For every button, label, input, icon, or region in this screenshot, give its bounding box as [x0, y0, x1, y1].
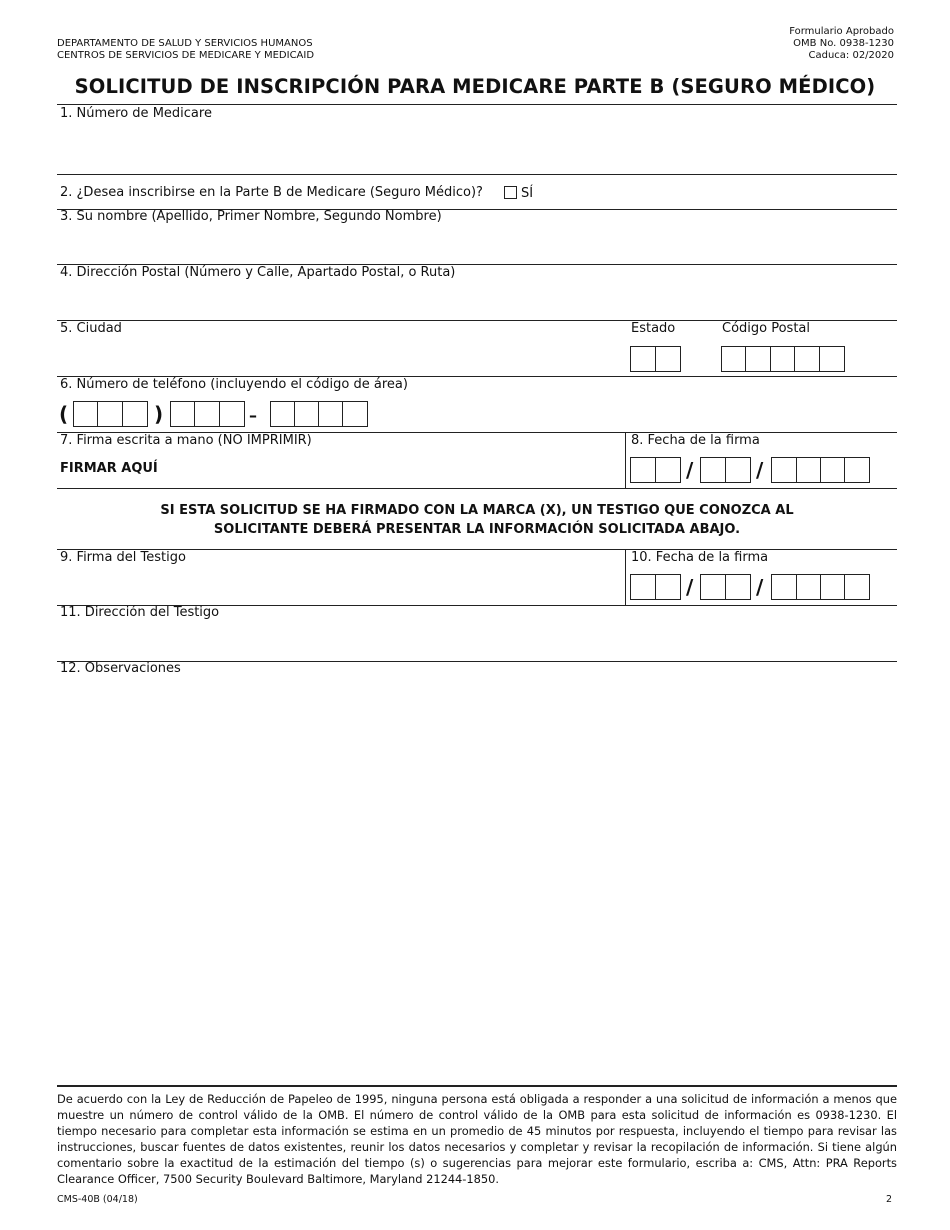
enroll-question-label: 2. ¿Desea inscribirse en la Parte B de Medicare (Seguro Médico)?	[60, 185, 483, 200]
witness-date-slash-1: /	[686, 575, 694, 599]
city-input[interactable]	[57, 338, 617, 376]
witness-address-input[interactable]	[57, 622, 897, 660]
zip-input[interactable]	[721, 346, 845, 372]
sign-date-month-input[interactable]	[630, 457, 681, 483]
medicare-number-label: 1. Número de Medicare	[60, 106, 212, 121]
signature-input[interactable]	[150, 450, 615, 487]
form-title: SOLICITUD DE INSCRIPCIÓN PARA MEDICARE PARTE B (SEGURO MÉDICO)	[74, 75, 876, 98]
sign-date-slash-1: /	[686, 458, 694, 482]
sign-date-year-input[interactable]	[771, 457, 870, 483]
witness-date-month-input[interactable]	[630, 574, 681, 600]
department-line-1: DEPARTAMENTO DE SALUD Y SERVICIOS HUMANOS	[57, 38, 313, 49]
signature-label: 7. Firma escrita a mano (NO IMPRIMIR)	[60, 433, 312, 448]
enroll-yes-label: SÍ	[521, 186, 534, 201]
address-input[interactable]	[57, 282, 897, 320]
address-label: 4. Dirección Postal (Número y Calle, Apartado Postal, o Ruta)	[60, 265, 456, 280]
name-input[interactable]	[57, 226, 897, 264]
phone-paren-close: )	[154, 402, 164, 426]
phone-line-input[interactable]	[270, 401, 368, 427]
state-input[interactable]	[630, 346, 681, 372]
phone-label: 6. Número de teléfono (incluyendo el código de área)	[60, 377, 408, 392]
name-label: 3. Su nombre (Apellido, Primer Nombre, Segundo Nombre)	[60, 209, 442, 224]
omb-number: OMB No. 0938-1230	[793, 38, 894, 49]
zip-label: Código Postal	[722, 321, 811, 336]
sign-date-label: 8. Fecha de la firma	[631, 433, 760, 448]
department-line-2: CENTROS DE SERVICIOS DE MEDICARE Y MEDICAID	[57, 50, 315, 61]
sign-date-day-input[interactable]	[700, 457, 751, 483]
enroll-yes-checkbox[interactable]	[504, 186, 517, 199]
phone-area-code-input[interactable]	[73, 401, 148, 427]
title-rule	[57, 104, 897, 105]
phone-paren-open: (	[59, 402, 69, 426]
expiration-date: Caduca: 02/2020	[808, 50, 894, 61]
witness-date-label: 10. Fecha de la firma	[631, 550, 769, 565]
witness-date-year-input[interactable]	[771, 574, 870, 600]
city-label: 5. Ciudad	[60, 321, 122, 336]
witness-notice-line-2: SOLICITANTE DEBERÁ PRESENTAR LA INFORMACIÓN SOLICITADA ABAJO.	[213, 522, 741, 537]
witness-notice	[57, 501, 897, 539]
remarks-input[interactable]	[57, 680, 897, 1075]
phone-prefix-input[interactable]	[170, 401, 245, 427]
sign-date-slash-2: /	[756, 458, 764, 482]
footer-rule	[57, 1085, 897, 1087]
sign-here-label: FIRMAR AQUÍ	[60, 461, 158, 476]
form-code: CMS-40B (04/18)	[57, 1194, 138, 1205]
witness-notice-line-1: SI ESTA SOLICITUD SE HA FIRMADO CON LA MARCA (X), UN TESTIGO QUE CONOZCA AL	[160, 503, 794, 518]
witness-signature-label: 9. Firma del Testigo	[60, 550, 186, 565]
approval-label: Formulario Aprobado	[789, 26, 894, 37]
witness-date-slash-2: /	[756, 575, 764, 599]
phone-dash: –	[249, 406, 257, 425]
witness-signature-input[interactable]	[57, 567, 623, 605]
paperwork-reduction-statement: De acuerdo con la Ley de Reducción de Papeleo de 1995, ninguna persona está obligada a responder a una solicitud de información a menos que muestre un número de control válido de la OMB. El número de control válido de la OMB para esta solicitud de información es 0938-1230. El tiempo necesario para completar esta información se estima en un promedio de 45 minutos por respuesta, incluyendo el tiempo para revisar las instrucciones, buscar fuentes de datos existentes, reunir los datos necesarios y completar y revisar la recopilación de información. Si tiene algún comentario sobre la exactitud de la estimación del tiempo (s) o sugerencias para mejorar este formulario, escriba a: CMS, Attn: PRA Reports Clearance Officer, 7500 Security Boulevard Baltimore, Maryland 21244-1850.	[57, 1092, 897, 1186]
state-label: Estado	[631, 321, 676, 336]
witness-date-day-input[interactable]	[700, 574, 751, 600]
page-number: 2	[885, 1194, 892, 1205]
remarks-label: 12. Observaciones	[60, 661, 181, 676]
medicare-number-input[interactable]	[57, 122, 897, 174]
witness-address-label: 11. Dirección del Testigo	[60, 605, 220, 620]
